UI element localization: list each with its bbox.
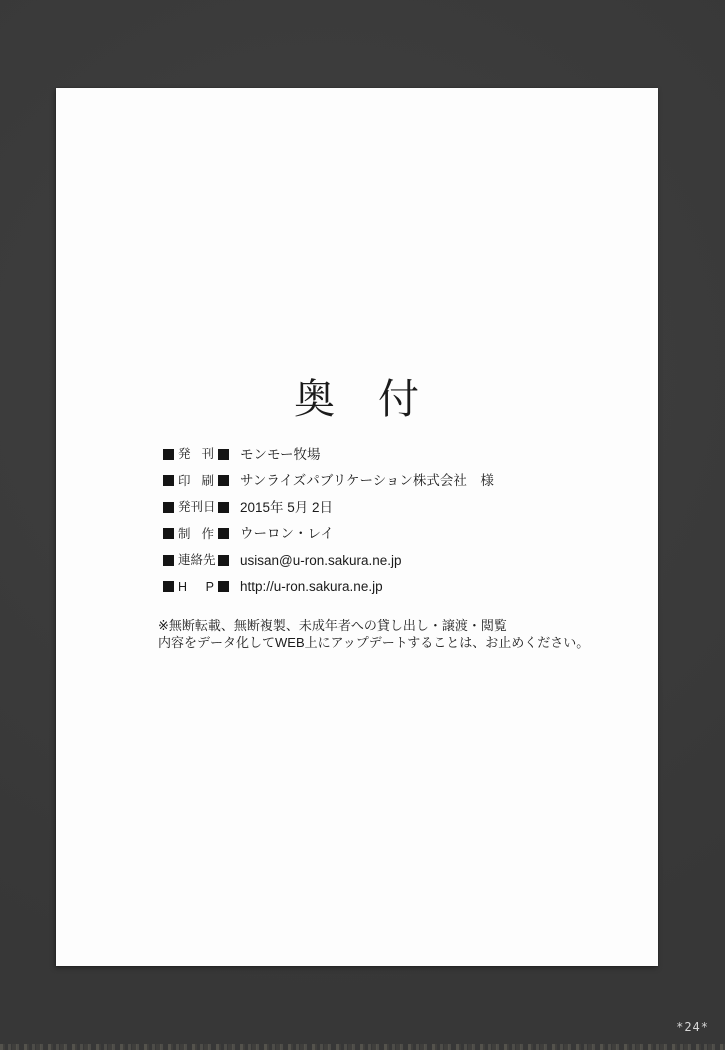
square-bullet-icon: [163, 528, 174, 539]
colophon-row-homepage: [163, 574, 494, 601]
square-bullet-icon: [163, 449, 174, 460]
square-bullet-icon: [163, 555, 174, 566]
square-bullet-icon: [163, 502, 174, 513]
colophon-row-publish-date: [163, 494, 494, 521]
square-bullet-icon: [218, 581, 229, 592]
colophon-value: サンライズパブリケーション株式会社 様: [240, 473, 494, 488]
colophon-row-publisher: [163, 441, 494, 468]
colophon-list: [163, 441, 494, 600]
square-bullet-icon: [218, 528, 229, 539]
scan-edge-artifact: [0, 1044, 725, 1050]
colophon-row-production: [163, 521, 494, 548]
colophon-value-url: http://u-ron.sakura.ne.jp: [240, 579, 383, 594]
copyright-notice: [158, 618, 589, 651]
square-bullet-icon: [163, 475, 174, 486]
square-bullet-icon: [218, 502, 229, 513]
colophon-label: 発 刊: [178, 447, 214, 461]
copyright-notice-line2: 内容をデータ化してWEB上にアップデートすることは、お止めください。: [158, 634, 590, 650]
colophon-label: 発 刊 日: [178, 500, 216, 514]
square-bullet-icon: [218, 555, 229, 566]
colophon-label: 連 絡 先: [178, 553, 216, 567]
colophon-row-printer: [163, 468, 494, 495]
square-bullet-icon: [163, 581, 174, 592]
square-bullet-icon: [218, 449, 229, 460]
page-title: 奥 付: [294, 376, 420, 422]
colophon-value: ウーロン・レイ: [240, 526, 334, 541]
colophon-label: 印 刷: [178, 473, 214, 488]
colophon-page: [56, 88, 658, 966]
square-bullet-icon: [218, 475, 229, 486]
copyright-notice-line1: ※無断転載、無断複製、未成年者への貸し出し・譲渡・閲覧: [158, 618, 507, 633]
colophon-value: モンモー牧場: [240, 446, 321, 462]
colophon-value-email: usisan@u-ron.sakura.ne.jp: [240, 552, 402, 568]
colophon-label: H P: [178, 579, 214, 594]
colophon-row-contact: [163, 547, 494, 574]
colophon-value: 2015年 5月 2日: [240, 499, 334, 515]
colophon-label: 制 作: [178, 526, 214, 541]
page-number: *24*: [676, 1020, 709, 1034]
